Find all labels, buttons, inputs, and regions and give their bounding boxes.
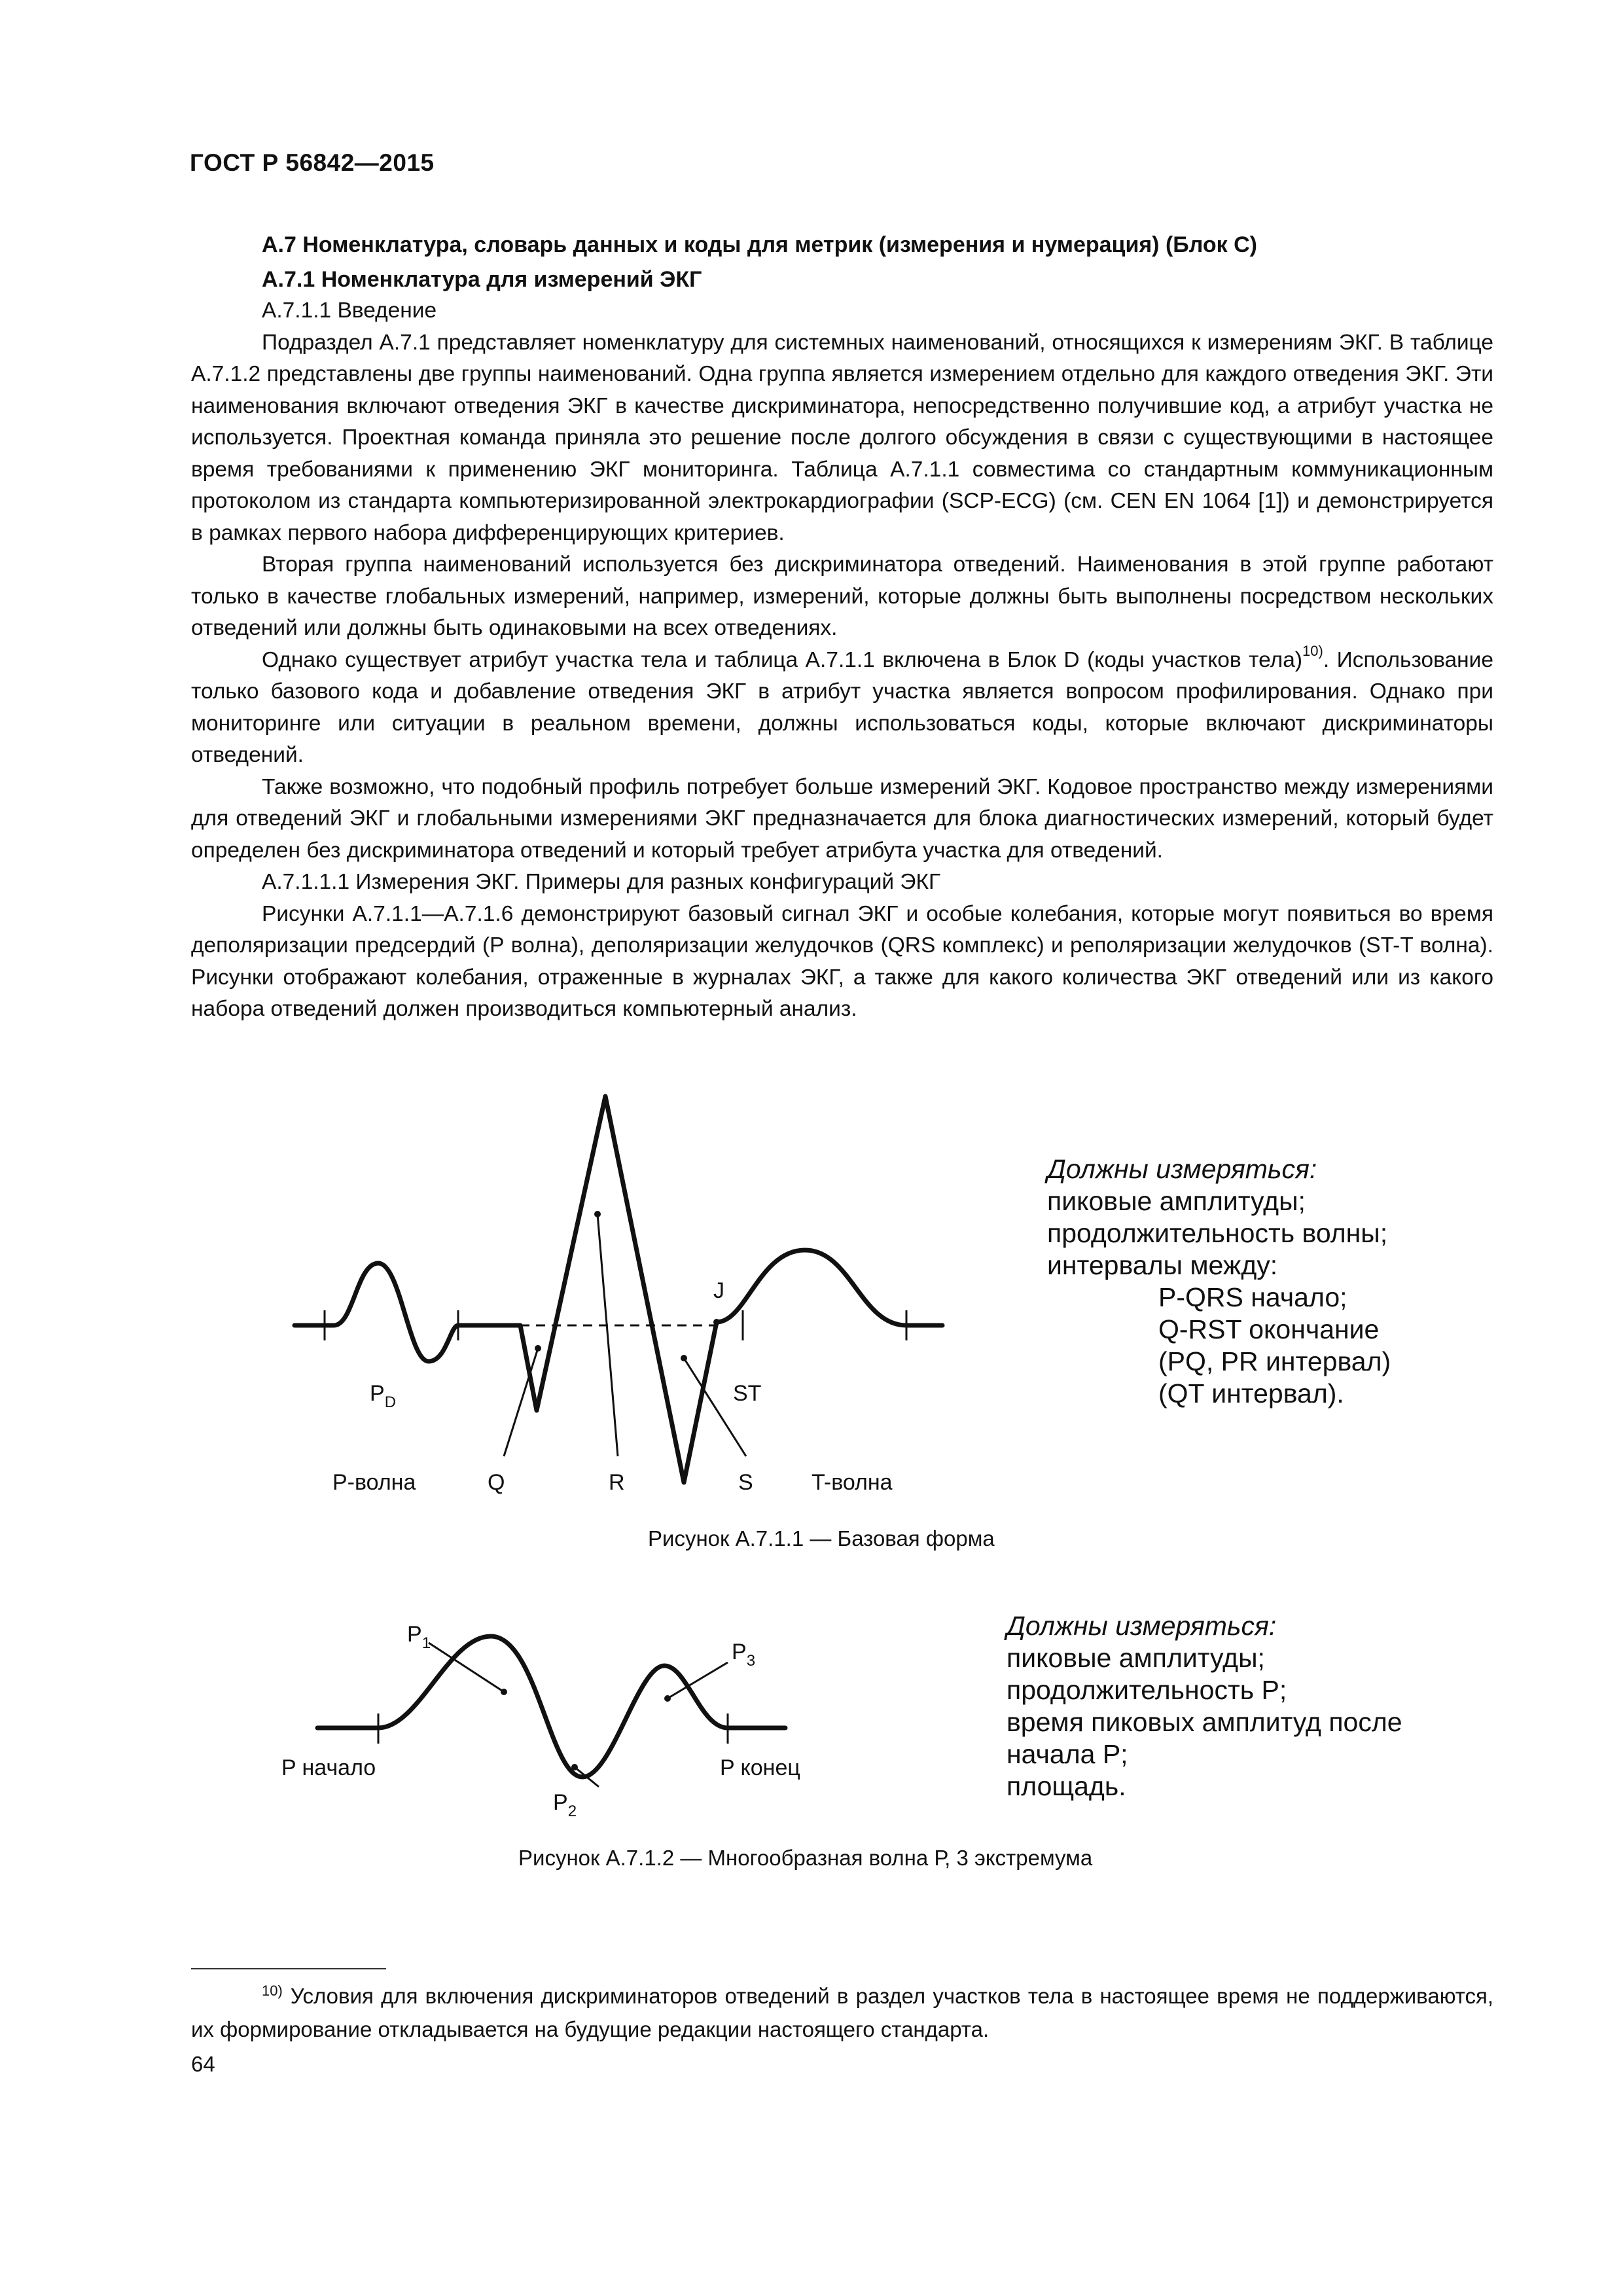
- section-heading-a7: А.7 Номенклатура, словарь данных и коды для метрик (измерения и нумерация) (Блок С): [262, 232, 1257, 257]
- label-p2: $P_2$: [553, 1790, 577, 1820]
- interval-item: (PQ, PR интервал): [1158, 1346, 1391, 1376]
- leader-p3: [668, 1662, 728, 1698]
- label-p1: $P_1$: [407, 1622, 431, 1652]
- label-j: J: [713, 1278, 724, 1303]
- paragraph-3-part-a: Однако существует атрибут участка тела и таблица А.7.1.1 включена в Блок D (коды участков тела): [262, 647, 1303, 672]
- paragraph-4: Также возможно, что подобный профиль потребует больше измерений ЭКГ. Кодовое пространство между измерениями для отведений ЭКГ и глобальными измерениями ЭКГ предназначается для блока диагностических измерений, который будет определен без дискриминатора отведений и который требует атрибута участка для отведений.: [191, 774, 1493, 863]
- paragraph-3-part-b: . Использование только базового кода и добавление отведения ЭКГ в атрибут участка является вопросом профилирования. Однако при мониторинге или ситуации в реальном времени, должны использоваться коды, которые включают дискриминаторы отведений.: [191, 647, 1493, 767]
- measure-item: продолжительность волны;: [1047, 1218, 1388, 1248]
- paragraph-1: Подраздел А.7.1 представляет номенклатуру для системных наименований, относящихся к измерениям ЭКГ. В таблице А.7.1.2 представлены две группы наименований. Одна группа является измерением отдельно для каждого отведения ЭКГ. Эти наименования включают отведения ЭКГ в качестве дискриминатора, непосредственно получившие код, а атрибут участка не используется. Проектная команда приняла это решение после долгого обсуждения в связи с существующими в настоящее время требованиями к применению ЭКГ мониторинга. Таблица А.7.1.1 совместима со стандартным коммуникационным протоколом из стандарта компьютеризированной электрокардиографии (SCP-ECG) (см. CEN EN 1064 [1]) и демонстрируется в рамках первого набора дифференцирующих критериев.: [191, 330, 1493, 545]
- label-st: ST: [733, 1381, 762, 1406]
- footnote-ref[interactable]: 10): [1302, 643, 1323, 660]
- measure-title: Должны измеряться:: [1007, 1611, 1277, 1641]
- dot-p2: [571, 1764, 578, 1770]
- footnote-number: 10): [262, 1982, 283, 1999]
- label-p-wave: P-волна: [332, 1470, 416, 1495]
- measure-item: пиковые амплитуды;: [1047, 1186, 1306, 1216]
- paragraph-5: Рисунки А.7.1.1—А.7.1.6 демонстрируют базовый сигнал ЭКГ и особые колебания, которые могут появиться во время деполяризации предсердий (Р волна), деполяризации желудочков (QRS комплекс) и реполяризации желудочков (ST-T волна). Рисунки отображают колебания, отраженные в журналах ЭКГ, а также для какого количества ЭКГ отведений или из какого набора отведений должен производиться компьютерный анализ.: [191, 901, 1493, 1021]
- figure-2-caption: Рисунок А.7.1.2 — Многообразная волна Р, 3 экстремума: [518, 1846, 1093, 1870]
- label-t-wave: T-волна: [812, 1470, 893, 1495]
- leader-p1: [429, 1643, 504, 1692]
- figure-2-measure-list: [1007, 1610, 1402, 1803]
- footnote-text: Условия для включения дискриминаторов отведений в раздел участков тела в настоящее время не поддерживаются, их формирование откладывается на будущие редакции настоящего стандарта.: [191, 1984, 1493, 2041]
- footnote-divider: [191, 1968, 386, 1969]
- interval-item: Q-RST окончание: [1158, 1314, 1380, 1344]
- measure-title: Должны измеряться:: [1047, 1154, 1317, 1184]
- measure-item: время пиковых амплитуд после: [1007, 1707, 1402, 1737]
- measure-item: интервалы между:: [1047, 1250, 1278, 1280]
- measure-item: пиковые амплитуды;: [1007, 1643, 1265, 1673]
- measure-item: продолжительность P;: [1007, 1675, 1287, 1705]
- document-header: ГОСТ Р 56842—2015: [190, 149, 435, 176]
- section-heading-a7111: А.7.1.1.1 Измерения ЭКГ. Примеры для разных конфигураций ЭКГ: [262, 870, 941, 894]
- label-p-start: P начало: [281, 1755, 376, 1780]
- measure-item: площадь.: [1007, 1771, 1126, 1801]
- measure-item: начала P;: [1007, 1739, 1128, 1769]
- label-pd: $P_D$: [370, 1381, 397, 1411]
- paragraph-2: Вторая группа наименований используется без дискриминатора отведений. Наименования в этой группе работают только в качестве глобальных измерений, например, измерений, которые должны быть выполнены посредством нескольких отведений или должны быть одинаковыми на всех отведениях.: [191, 552, 1493, 640]
- page-number: 64: [191, 2052, 215, 2076]
- label-p3: $P_3$: [732, 1640, 756, 1670]
- interval-item: P-QRS начало;: [1158, 1282, 1347, 1312]
- footnote: [191, 1981, 1493, 2045]
- label-r: R: [609, 1470, 625, 1495]
- section-heading-a711: А.7.1.1 Введение: [262, 298, 437, 323]
- dot-p3: [664, 1695, 671, 1702]
- dot-p1: [501, 1689, 507, 1695]
- interval-item: (QT интервал).: [1158, 1378, 1344, 1408]
- figure-1-caption: Рисунок А.7.1.1 — Базовая форма: [648, 1526, 995, 1551]
- label-p-end: P конец: [720, 1755, 800, 1780]
- p-wave-curve: [317, 1636, 785, 1777]
- section-heading-a71: А.7.1 Номенклатура для измерений ЭКГ: [262, 266, 702, 292]
- label-q: Q: [488, 1470, 505, 1495]
- label-s: S: [738, 1470, 753, 1495]
